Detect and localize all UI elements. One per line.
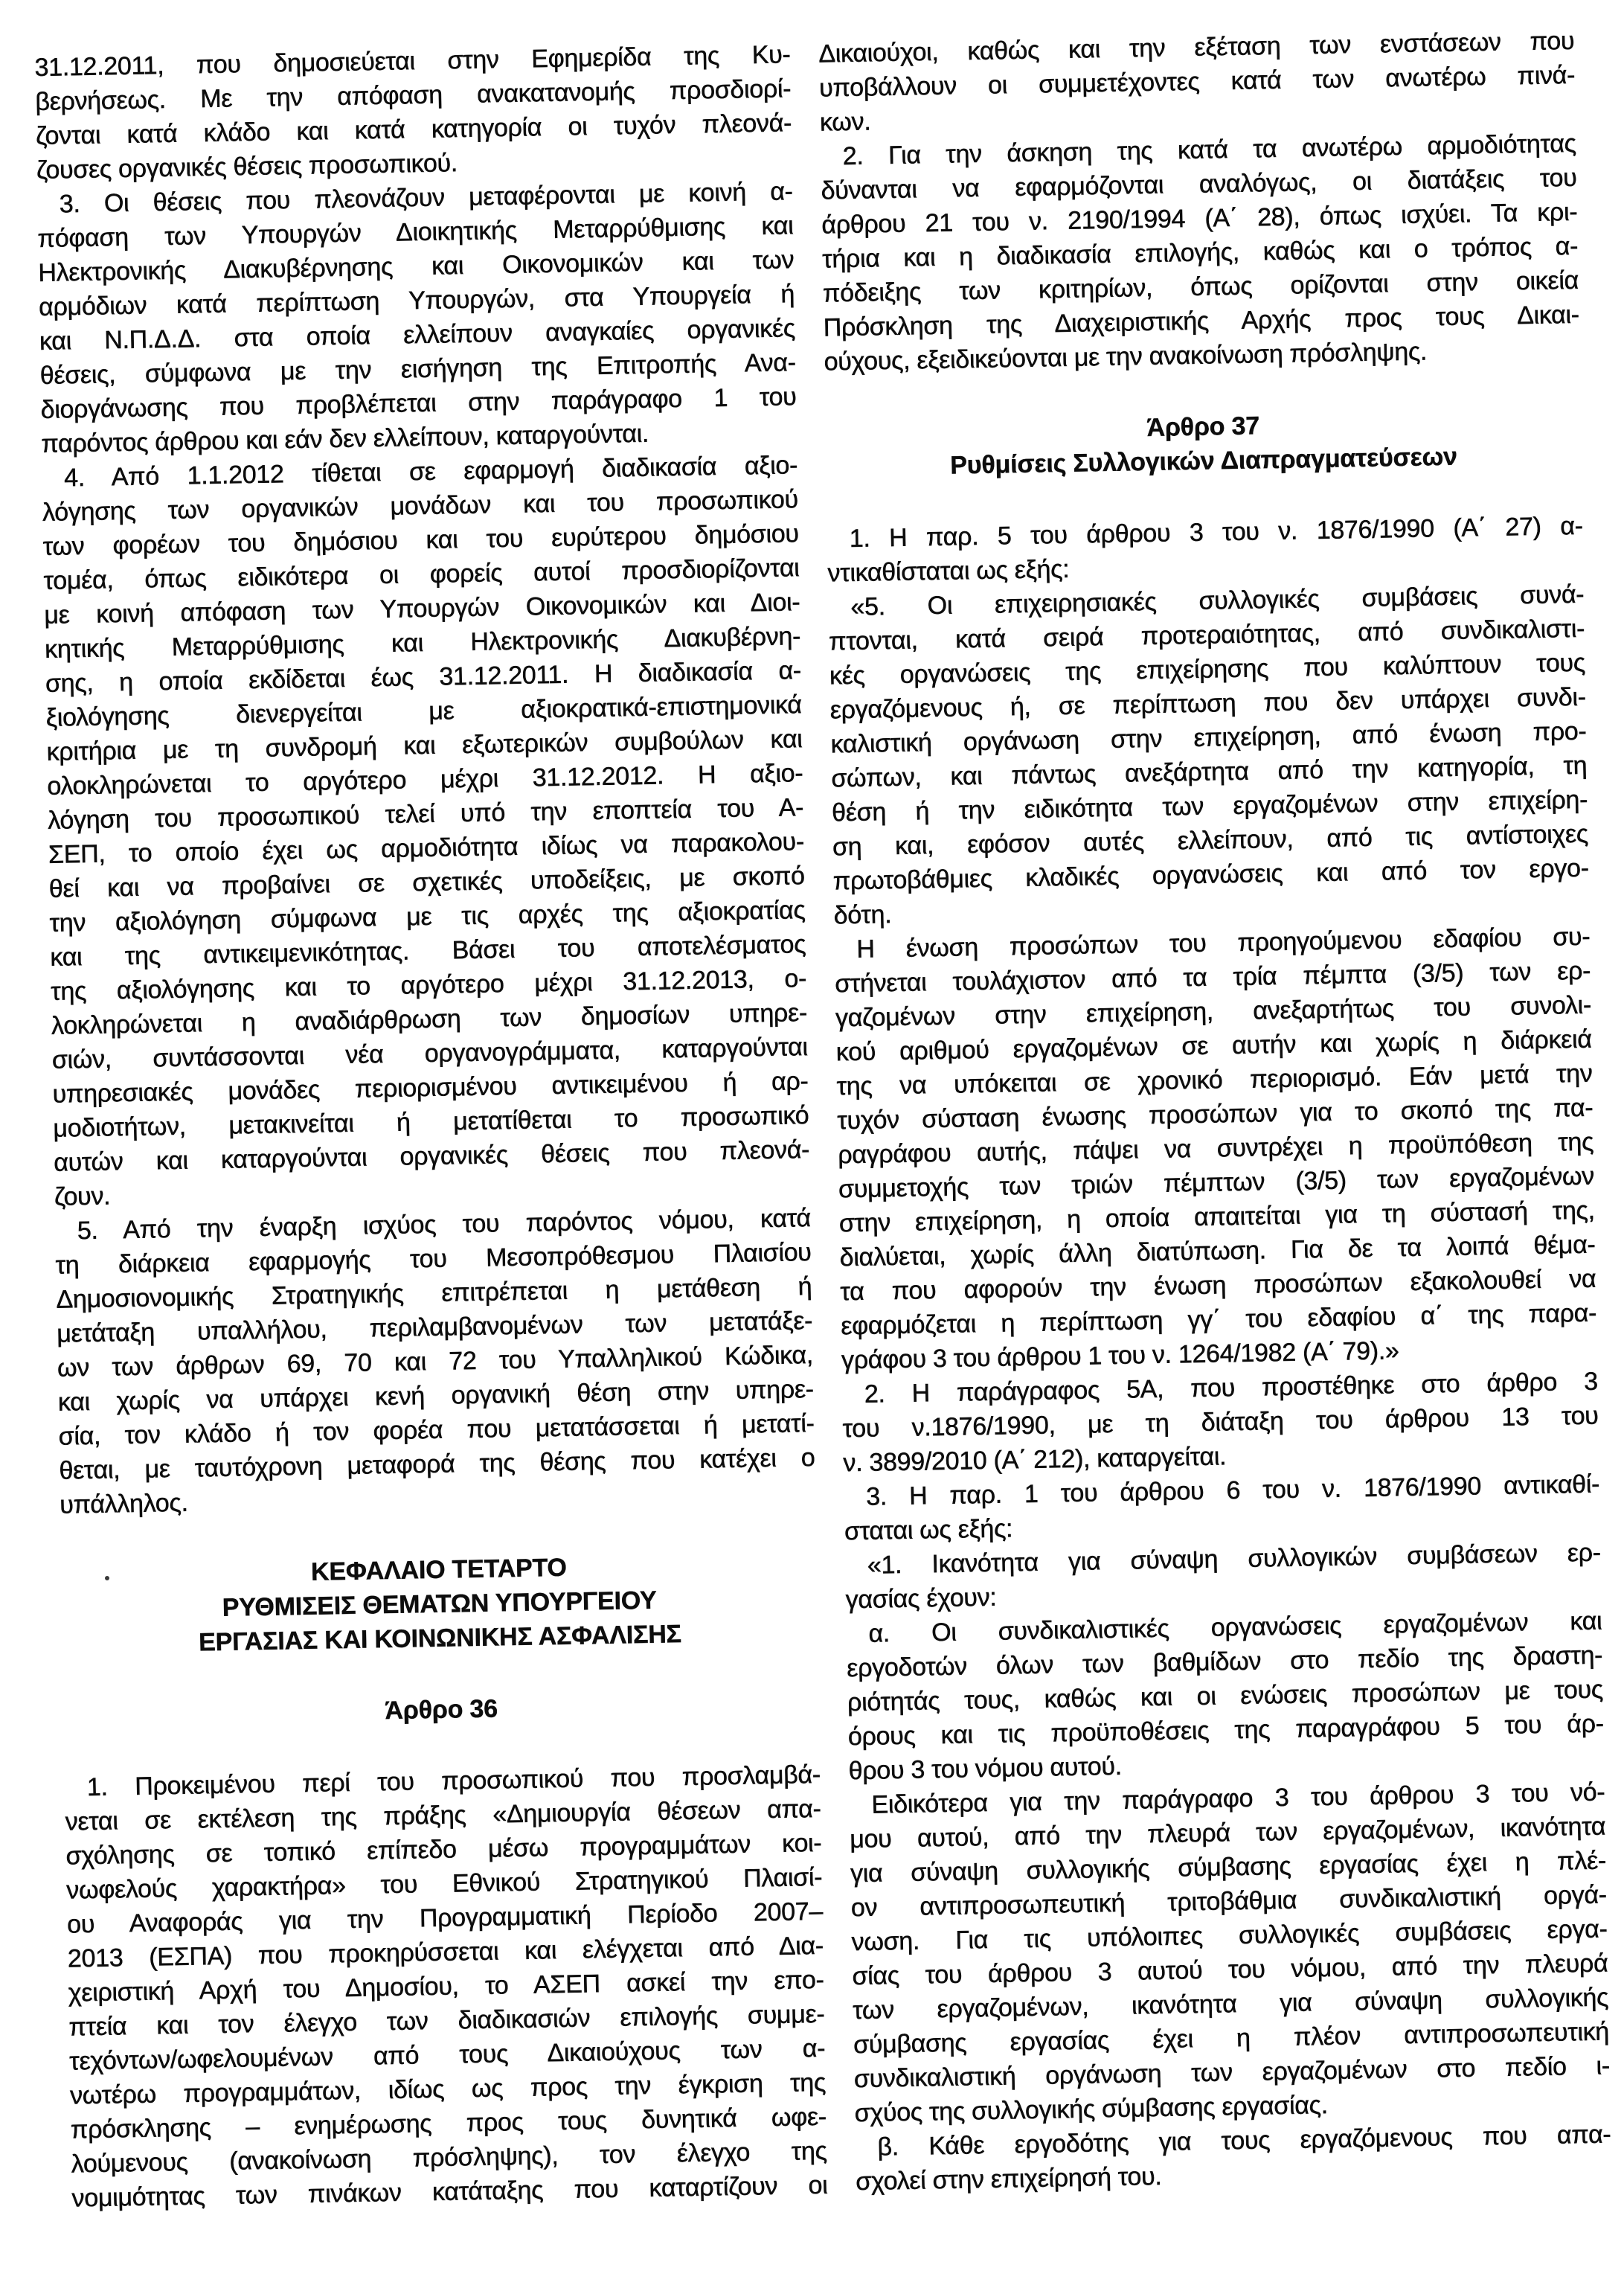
text-line: ον αντιπροσωπευτική τριτοβάθμια συνδικαλιστική οργά- xyxy=(850,1880,1608,1923)
text-line: τα που αφορούν την ένωση προσώπων εξακολουθεί να xyxy=(840,1264,1596,1307)
text-line: Δικαιούχοι, καθώς και την εξέταση των ενστάσεων που xyxy=(818,26,1575,68)
text-line: τομέα, όπως ειδικότερα οι φορείς αυτοί προσδιορίζονται xyxy=(43,554,800,595)
right-column xyxy=(818,24,1614,2287)
text-line: των εργαζομένων, ικανότητα για σύναψη συλλογικής xyxy=(853,1983,1609,2025)
text-line: στην επιχείρηση, η οποία απαιτείται για τη σύστασή της, xyxy=(838,1196,1596,1238)
text-line: ΣΕΠ, το οποίο έχει ως αρμοδιότητα ιδίως να παρακολου- xyxy=(48,827,805,869)
text-line: ζουν. xyxy=(54,1182,111,1211)
text-line: νωτέρω προγραμμάτων, ιδίως ως προς την έγκριση της xyxy=(69,2068,827,2110)
heading-line: ΚΕΦΑΛΑΙΟ ΤΕΤΑΡΤΟ xyxy=(310,1553,568,1586)
text-line: δότη. xyxy=(833,900,892,930)
text-line: πόφαση των Υπουργών Διοικητικής Μεταρρύθμισης και xyxy=(37,211,794,253)
text-line: συμμετοχής των τριών πέμπτων (3/5) των εργαζομένων xyxy=(838,1161,1595,1204)
text-line: 3. Η παρ. 1 του άρθρου 6 του ν. 1876/1990 αντικαθί- xyxy=(865,1470,1600,1511)
text-line: θέση ή την ειδικότητα των εργαζομένων στην επιχείρη- xyxy=(831,785,1588,827)
section-heading xyxy=(825,403,1582,485)
paragraph xyxy=(34,37,792,188)
paragraph xyxy=(846,1604,1605,1789)
text-line: της να υπόκειται σε χρονικό περιορισμό. Εάν μετά την xyxy=(836,1059,1593,1101)
text-line: σχύος της συλλογικής σύμβασης εργασίας. xyxy=(854,2091,1329,2128)
text-line: Η ένωση προσώπων του προηγούμενου εδαφίου συ- xyxy=(856,922,1591,964)
text-line: λούμενους (ανακοίνωση πρόσληψης), τον έλεγχο της xyxy=(71,2136,827,2179)
text-line: τήρια και η διαδικασία επιλογής, καθώς και ο τρόπος α- xyxy=(821,231,1579,274)
paragraph xyxy=(42,448,811,1214)
paragraph xyxy=(855,2117,1611,2199)
paragraph xyxy=(65,1757,828,2216)
text-line: σταται ως εξής: xyxy=(844,1514,1013,1546)
text-line: του ν.1876/1990, με τη διάταξη του άρθρου 13 του xyxy=(842,1401,1599,1443)
text-line: τεχόντων/ωφελουμένων από τους Δικαιούχους των α- xyxy=(69,2034,826,2076)
text-line: νωση. Για τις υπόλοιπες συλλογικές συμβάσεις εργα- xyxy=(851,1914,1608,1957)
heading-line: Άρθρο 37 xyxy=(1146,411,1260,442)
text-line: ων των άρθρων 69, 70 και 72 του Υπαλληλικού Κώδικα, xyxy=(57,1341,814,1382)
text-line: άρθρου 21 του ν. 2190/1994 (Α΄ 28), όπως ισχύει. Τα κρι- xyxy=(821,197,1578,240)
text-line: ούχους, εξειδικεύονται με την ανακοίνωση πρόσληψης. xyxy=(824,337,1428,376)
text-line: των φορέων του δημόσιου και του ευρύτερου δημόσιου xyxy=(42,519,800,561)
text-line: σιών, συντάσσονται νέα οργανογράμματα, καταργούνται xyxy=(51,1033,809,1074)
paragraph xyxy=(36,174,797,461)
text-line: 2. Η παράγραφος 5Α, που προστέθηκε στο άρθρο 3 xyxy=(864,1367,1599,1409)
paragraph xyxy=(849,1775,1611,2131)
text-line: αρμόδιων κατά περίπτωση Υπουργών, στα Υπουργεία ή xyxy=(38,280,795,321)
text-line: κριτήρια με τη συνδρομή και εξωτερικών συμβούλων και xyxy=(46,725,803,766)
heading-line: Άρθρο 36 xyxy=(385,1694,498,1725)
text-line: νομιμότητας των πινάκων κατάταξης που καταρτίζουν οι xyxy=(71,2170,828,2213)
text-line: β. Κάθε εργοδότης για τους εργαζόμενους που απα- xyxy=(877,2120,1611,2162)
text-line: σίας του άρθρου 3 αυτού του νόμου, από την πλευρά xyxy=(852,1949,1608,1991)
text-line: 1. Η παρ. 5 του άρθρου 3 του ν. 1876/1990 (Α΄ 27) α- xyxy=(849,511,1583,553)
text-line: πρόσκλησης – ενημέρωσης προς τους δυνητικά ωφε- xyxy=(70,2102,827,2144)
paragraph xyxy=(54,1201,815,1522)
text-line: ζονται κατά κλάδο και κατά κατηγορία οι τυχόν πλεονά- xyxy=(35,109,792,150)
text-line: κού αριθμού εργαζομένων σε αυτήν και χωρίς η διάρκειά xyxy=(835,1025,1593,1067)
text-line: λοκληρώνεται η αναδιάρθρωση των δημοσίων υπηρε- xyxy=(51,999,808,1040)
text-line: 4. Από 1.1.2012 τίθεται σε εφαρμογή διαδικασία αξιο- xyxy=(63,451,798,493)
text-line: μου αυτού, από την πλευρά των εργαζομένων, ικανότητα xyxy=(849,1812,1606,1854)
text-line: ραγράφου αυτής, πάψει να συντρέχει η προϋπόθεση της xyxy=(837,1127,1594,1170)
text-line: δύνανται να εφαρμόζονται αναλόγως, οι διατάξεις του xyxy=(821,163,1577,205)
paragraph xyxy=(841,1365,1599,1481)
text-line: γαζομένων στην επιχείρηση, ανεξαρτήτως του συνολι- xyxy=(835,990,1592,1033)
text-line: ξιολόγησης διενεργείται με αξιοκρατικά-επιστημονικά xyxy=(45,690,803,732)
text-line: πτονται, κατά σειρά προτεραιότητας, από συνδικαλιστι- xyxy=(828,614,1585,656)
text-line: σης, η οποία εκδίδεται έως 31.12.2011. Η διαδικασία α- xyxy=(45,656,802,698)
scan-speck xyxy=(105,1576,109,1580)
text-line: χειριστική Αρχή του Δημοσίου, το ΑΣΕΠ ασκεί την επο- xyxy=(68,1965,824,2007)
text-line: γράφου 3 του άρθρου 1 του ν. 1264/1982 (Α΄ 79).» xyxy=(841,1336,1399,1375)
text-line: για σύναψη συλλογικής σύμβασης εργασίας έχει η πλέ- xyxy=(850,1846,1607,1888)
text-line: συνδικαλιστική οργάνωση των εργαζομένων στο πεδίο ι- xyxy=(853,2051,1611,2094)
text-line: καλιστική οργάνωση στην επιχείρηση, από ένωση προ- xyxy=(830,717,1587,759)
text-line: βερνήσεως. Με την απόφαση ανακατανομής προσδιορί- xyxy=(35,74,792,117)
text-line: παρόντος άρθρου και εάν δεν ελλείπουν, καταργούνται. xyxy=(41,419,649,458)
text-line: ζουσες οργανικές θέσεις προσωπικού. xyxy=(36,149,458,185)
text-line: λόγηση του προσωπικού τελεί υπό την εποπτεία του Α- xyxy=(47,793,804,835)
text-line: σώπων, και πάντως ανεξάρτητα από την κατηγορία, τη xyxy=(831,751,1588,793)
text-line: εργοδοτών όλων των βαθμίδων στο πεδίο της δραστη- xyxy=(846,1641,1603,1683)
text-line: λόγησης των οργανικών μονάδων και του προσωπικού xyxy=(42,485,799,527)
text-line: υπηρεσιακές μονάδες περιορισμένου αντικειμένου ή αρ- xyxy=(52,1067,809,1109)
text-line: θεται, με ταυτόχρονη μεταφορά της θέσης που κατέχει ο xyxy=(59,1443,815,1485)
text-line: ου Αναφοράς για την Προγραμματική Περίοδο 2007– xyxy=(66,1897,824,1939)
text-line: ριότητάς τους, καθώς και οι ενώσεις προσώπων με τους xyxy=(847,1675,1604,1717)
text-line: πόδειξης των κριτηρίων, όπως ορίζονται στην οικεία xyxy=(822,266,1579,308)
text-line: γασίας έχουν: xyxy=(845,1583,997,1615)
section-heading xyxy=(61,1546,818,1662)
text-line: «1. Ικανότητα για σύναψη συλλογικών συμβάσεων ερ- xyxy=(867,1538,1602,1580)
text-line: θρου 3 του νόμου αυτού. xyxy=(848,1752,1123,1786)
text-line: κων. xyxy=(819,107,871,137)
text-line: τυχόν σύσταση ένωσης προσώπων για το σκοπό της πα- xyxy=(837,1093,1593,1135)
text-line: 5. Από την έναρξη ισχύος του παρόντος νόμου, κατά xyxy=(77,1204,812,1246)
text-line: μετάταξη υπαλλήλου, περιλαμβανομένων των μετατάξε- xyxy=(56,1307,813,1348)
paragraph xyxy=(844,1467,1600,1549)
text-line: πτεία και τον έλεγχο των διαδικασιών επιλογής συμμε- xyxy=(68,1999,825,2042)
paragraph xyxy=(827,509,1583,591)
text-line: σχόλησης σε τοπικό επίπεδο μέσω προγραμμάτων κοι- xyxy=(65,1828,822,1871)
heading-line: ΕΡΓΑΣΙΑΣ ΚΑΙ ΚΟΙΝΩΝΙΚΗΣ ΑΣΦΑΛΙΣΗΣ xyxy=(198,1620,682,1657)
text-line: κητικής Μεταρρύθμισης και Ηλεκτρονικής Διακυβέρνη- xyxy=(44,622,801,664)
text-line: υπάλληλος. xyxy=(59,1488,188,1519)
paragraph xyxy=(828,577,1590,933)
section-heading xyxy=(63,1686,820,1734)
text-line: ντικαθίσταται ως εξής: xyxy=(827,554,1070,588)
text-line: διοργάνωσης που προβλέπεται στην παράγραφο 1 του xyxy=(40,382,797,424)
text-line: εφαρμόζεται η περίπτωση γγ΄ του εδαφίου α΄ της παρα- xyxy=(840,1298,1597,1341)
paragraph xyxy=(820,126,1579,379)
text-line: σύμβασης εργασίας έχει η πλέον αντιπροσωπευτική xyxy=(853,2017,1610,2060)
text-line: τη διάρκεια εφαρμογής του Μεσοπρόθεσμου Πλαισίου xyxy=(55,1238,812,1280)
text-line: υποβάλλουν οι συμμετέχοντες κατά των ανωτέρω πινά- xyxy=(818,60,1576,103)
text-line: 31.12.2011, που δημοσιεύεται στην Εφημερίδα της Κυ- xyxy=(34,40,791,83)
text-line: την αξιολόγηση σύμφωνα με τις αρχές της αξιοκρατίας xyxy=(49,896,806,938)
text-line: Δημοσιονομικής Στρατηγικής επιτρέπεται η μετάθεση ή xyxy=(56,1272,812,1314)
text-line: και Ν.Π.Δ.Δ. στα οποία ελλείπουν αναγκαίες οργανικές xyxy=(39,314,796,356)
heading-line: Ρυθμίσεις Συλλογικών Διαπραγματεύσεων xyxy=(950,442,1458,480)
text-line: Ειδικότερα για την παράγραφο 3 του άρθρου 3 του νό- xyxy=(871,1778,1605,1819)
paragraph xyxy=(818,24,1576,140)
text-line: 2013 (ΕΣΠΑ) που προκηρύσσεται και ελέγχεται από Δια- xyxy=(67,1931,824,1973)
text-line: κές οργανώσεις της επιχείρησης που καλύπτουν τους xyxy=(829,648,1586,690)
text-line: θέσεις, σύμφωνα με την εισήγηση της Επιτροπής Ανα- xyxy=(39,348,796,390)
text-line: εργαζόμενους ή, σε περίπτωση που δεν υπάρχει συνδι- xyxy=(829,682,1587,725)
text-line: α. Οι συνδικαλιστικές οργανώσεις εργαζομένων και xyxy=(868,1606,1602,1648)
text-line: Ηλεκτρονικής Διακυβέρνησης και Οικονομικών και των xyxy=(38,246,795,287)
text-line: 2. Για την άσκηση της κατά τα ανωτέρω αρμοδιότητας xyxy=(842,129,1577,171)
text-line: ν. 3899/2010 (Α΄ 212), καταργείται. xyxy=(843,1442,1227,1478)
text-line: θεί και να προβαίνει σε σχετικές υποδείξεις, με σκοπό xyxy=(48,862,806,903)
text-line: αυτών και καταργούνται οργανικές θέσεις που πλεονά- xyxy=(53,1135,810,1177)
text-line: της αξιολόγησης και το αργότερο μέχρι 31.12.2013, ο- xyxy=(50,964,807,1006)
text-line: μοδιοτήτων, μετακινείται ή μετατίθεται το προσωπικό xyxy=(53,1101,809,1143)
text-line: όρους και τις προϋποθέσεις της παραγράφου 5 του άρ- xyxy=(847,1709,1605,1752)
text-line: Πρόσκληση της Διαχειριστικής Αρχής προς τους Δικαι- xyxy=(823,300,1580,342)
text-line: διαλύεται, χωρίς άλλη διατύπωση. Για δε τα λοιπά θέμα- xyxy=(839,1230,1596,1272)
paragraph xyxy=(844,1536,1601,1618)
text-line: ολοκληρώνεται το αργότερο μέχρι 31.12.2012. Η αξιο- xyxy=(47,759,803,801)
text-line: ση και, εφόσον αυτές ελλείπουν, από τις αντίστοιχες xyxy=(832,819,1589,862)
text-line: νεται σε εκτέλεση της πράξης «Δημιουργία θέσεων απα- xyxy=(65,1794,821,1836)
text-line: με κοινή απόφαση των Υπουργών Οικονομικών και Διοι- xyxy=(44,588,800,629)
text-line: και της αντικειμενικότητας. Βάσει του αποτελέσματος xyxy=(50,930,806,972)
text-line: νωφελούς χαρακτήρα» του Εθνικού Στρατηγικού Πλαισί- xyxy=(66,1862,823,1905)
text-line: σία, τον κλάδο ή τον φορέα που μετατάσσεται ή μετατί- xyxy=(58,1409,815,1451)
text-line: πρωτοβάθμιες κλαδικές οργανώσεις και από τον εργο- xyxy=(832,853,1590,896)
text-line: σχολεί στην επιχείρησή του. xyxy=(856,2162,1162,2196)
left-column xyxy=(34,37,829,2288)
paragraph xyxy=(834,920,1597,1378)
text-line: 1. Προκειμένου περί του προσωπικού που προσλαμβά- xyxy=(86,1760,821,1802)
text-line: «5. Οι επιχειρησιακές συλλογικές συμβάσεις συνά- xyxy=(850,580,1585,621)
text-line: 3. Οι θέσεις που πλεονάζουν μεταφέρονται με κοινή α- xyxy=(59,177,793,219)
text-line: στήνεται τουλάχιστον από τα τρία πέμπτα (3/5) των ερ- xyxy=(834,956,1591,999)
text-line: και χωρίς να υπάρχει κενή οργανική θέση στην υπηρε- xyxy=(57,1375,815,1417)
heading-line: ΡΥΘΜΙΣΕΙΣ ΘΕΜΑΤΩΝ ΥΠΟΥΡΓΕΙΟΥ xyxy=(222,1586,657,1622)
